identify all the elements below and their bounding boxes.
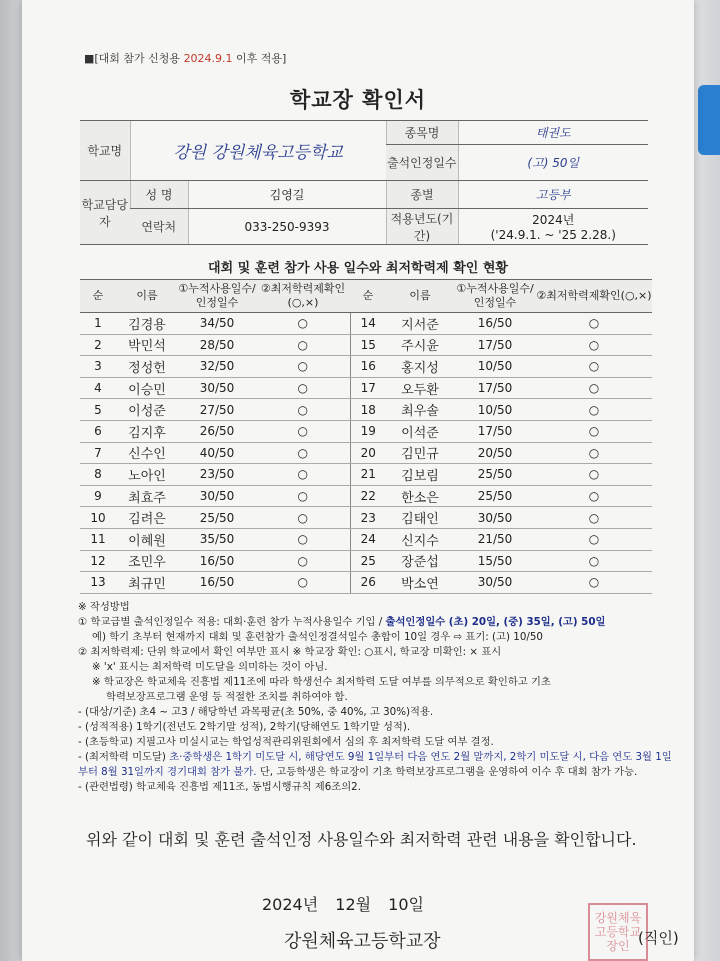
row-days: 26/50 bbox=[178, 420, 256, 442]
row-no: 26 bbox=[350, 572, 386, 594]
row-name: 김태인 bbox=[386, 507, 454, 529]
application-note: ■[대회 참가 신청용 2024.9.1 이후 적용] bbox=[84, 52, 287, 65]
row-days: 16/50 bbox=[178, 550, 256, 572]
note-4: ※ 학교장은 학교체육 진흥법 제11조에 따라 학생선수 최저학력 도달 여부를 의무적으로 확인하고 기초 bbox=[92, 676, 551, 688]
year-cell bbox=[458, 209, 648, 245]
row-check: ○ bbox=[536, 420, 652, 442]
row-name: 최규민 bbox=[116, 572, 178, 594]
row-check: ○ bbox=[256, 572, 350, 594]
table-row bbox=[80, 550, 652, 572]
days-value: (고) 50일 bbox=[458, 145, 648, 181]
row-check: ○ bbox=[536, 334, 652, 356]
row-name: 장준섭 bbox=[386, 550, 454, 572]
row-no: 17 bbox=[350, 377, 386, 399]
row-days: 35/50 bbox=[178, 528, 256, 550]
row-days: 30/50 bbox=[454, 572, 536, 594]
document-page bbox=[22, 0, 694, 961]
row-no: 3 bbox=[80, 356, 116, 378]
row-check: ○ bbox=[536, 507, 652, 529]
row-check: ○ bbox=[536, 399, 652, 421]
row-days: 34/50 bbox=[178, 313, 256, 335]
row-name: 김보림 bbox=[386, 464, 454, 486]
row-check: ○ bbox=[256, 464, 350, 486]
row-check: ○ bbox=[256, 334, 350, 356]
row-name: 신수인 bbox=[116, 442, 178, 464]
row-days: 10/50 bbox=[454, 356, 536, 378]
row-check: ○ bbox=[256, 442, 350, 464]
note-3: ※ 'x' 표시는 최저학력 미도달을 의미하는 것이 아님. bbox=[92, 661, 328, 673]
col-name: 이름 bbox=[386, 280, 454, 313]
row-name: 정성헌 bbox=[116, 356, 178, 378]
row-name: 지서준 bbox=[386, 313, 454, 335]
note-7: - (초등학교) 지필고사 미실시교는 학업성적관리위원회에서 심의 후 최저학력 도달 여부 결정. bbox=[78, 736, 494, 748]
row-check: ○ bbox=[256, 377, 350, 399]
row-no: 16 bbox=[350, 356, 386, 378]
confirmation-text: 위와 같이 대회 및 훈련 출석인정 사용일수와 최저학력 관련 내용을 확인합니다. bbox=[86, 830, 637, 849]
staff-label: 학교담당자 bbox=[80, 181, 130, 245]
row-days: 16/50 bbox=[454, 313, 536, 335]
note-4-cont: 학력보장프로그램 운영 등 적절한 조치를 취하여야 함. bbox=[106, 691, 348, 703]
row-name: 김지후 bbox=[116, 420, 178, 442]
type-label: 종별 bbox=[386, 181, 458, 209]
row-no: 13 bbox=[80, 572, 116, 594]
info-table bbox=[80, 120, 648, 245]
event-value: 태권도 bbox=[458, 121, 648, 145]
notes-heading: ※ 작성방법 bbox=[78, 601, 130, 613]
row-days: 21/50 bbox=[454, 528, 536, 550]
row-name: 한소은 bbox=[386, 485, 454, 507]
note-9: - (관련법령) 학교체육 진흥법 제11조, 동법시행규칙 제6조의2. bbox=[78, 781, 361, 793]
row-days: 25/50 bbox=[178, 507, 256, 529]
row-no: 11 bbox=[80, 528, 116, 550]
row-name: 최우솔 bbox=[386, 399, 454, 421]
table-row bbox=[80, 356, 652, 378]
row-name: 이석준 bbox=[386, 420, 454, 442]
row-name: 김려은 bbox=[116, 507, 178, 529]
contact-value: 033-250-9393 bbox=[188, 209, 386, 245]
blue-object bbox=[698, 85, 720, 155]
days-label: 출석인정일수 bbox=[386, 145, 458, 181]
list-subtitle: 대회 및 훈련 참가 사용 일수와 최저학력제 확인 현황 bbox=[208, 261, 508, 276]
principal-title: 강원체육고등학교장 bbox=[284, 931, 441, 952]
school-value: 강원 강원체육고등학교 bbox=[130, 121, 386, 181]
document-title: 학교장 확인서 bbox=[289, 88, 427, 112]
row-days: 25/50 bbox=[454, 485, 536, 507]
row-check: ○ bbox=[536, 356, 652, 378]
col-no: 순 bbox=[80, 280, 116, 313]
row-no: 2 bbox=[80, 334, 116, 356]
row-check: ○ bbox=[256, 356, 350, 378]
writing-instructions bbox=[78, 600, 678, 795]
note-1: ① 학교급별 출석인정일수 적용: 대회·훈련 참가 누적사용일수 기입 / 출석인정일수 (초) 20일, (중) 35일, (고) 50일 bbox=[78, 616, 606, 628]
table-row bbox=[80, 528, 652, 550]
row-check: ○ bbox=[536, 464, 652, 486]
col-check: ②최저학력제확인(○,×) bbox=[256, 280, 350, 313]
row-no: 1 bbox=[80, 313, 116, 335]
row-no: 24 bbox=[350, 528, 386, 550]
row-no: 15 bbox=[350, 334, 386, 356]
row-check: ○ bbox=[536, 485, 652, 507]
row-no: 23 bbox=[350, 507, 386, 529]
row-no: 25 bbox=[350, 550, 386, 572]
row-days: 32/50 bbox=[178, 356, 256, 378]
row-days: 20/50 bbox=[454, 442, 536, 464]
table-row bbox=[80, 377, 652, 399]
row-no: 7 bbox=[80, 442, 116, 464]
row-check: ○ bbox=[536, 528, 652, 550]
row-check: ○ bbox=[536, 442, 652, 464]
school-label: 학교명 bbox=[80, 121, 130, 181]
row-name: 이성준 bbox=[116, 399, 178, 421]
row-check: ○ bbox=[256, 550, 350, 572]
col-no: 순 bbox=[350, 280, 386, 313]
col-name: 이름 bbox=[116, 280, 178, 313]
row-no: 22 bbox=[350, 485, 386, 507]
note-8: - (최저학력 미도달) 초·중학생은 1학기 미도달 시, 해당연도 9월 1일부터 다음 연도 2월 말까지, 2학기 미도달 시, 다음 연도 3월 1일부터 8월 31일까지 경기대회 참가 불가. 단, 고등학생은 학교장이 기초 학력보장프로그램을 운영하여 이수 후 대회 참가 가능. bbox=[78, 751, 672, 778]
row-no: 12 bbox=[80, 550, 116, 572]
type-value: 고등부 bbox=[458, 181, 648, 209]
row-days: 16/50 bbox=[178, 572, 256, 594]
row-check: ○ bbox=[256, 399, 350, 421]
table-row bbox=[80, 464, 652, 486]
note-5: - (대상/기준) 초4 ~ 고3 / 해당학년 과목평균(초 50%, 중 40%, 고 30%)적용. bbox=[78, 706, 434, 718]
row-days: 17/50 bbox=[454, 334, 536, 356]
note-1-example: 예) 학기 초부터 현재까지 대회 및 훈련참가 출석인정결석일수 총합이 10일 경우 ⇨ 표기: (고) 10/50 bbox=[92, 631, 543, 643]
row-name: 주시윤 bbox=[386, 334, 454, 356]
row-no: 19 bbox=[350, 420, 386, 442]
row-name: 오두환 bbox=[386, 377, 454, 399]
row-name: 최효주 bbox=[116, 485, 178, 507]
row-check: ○ bbox=[536, 377, 652, 399]
row-no: 21 bbox=[350, 464, 386, 486]
col-days: ①누적사용일수/인정일수 bbox=[454, 280, 536, 313]
table-row bbox=[80, 313, 652, 335]
name-value: 김영길 bbox=[188, 181, 386, 209]
row-no: 14 bbox=[350, 313, 386, 335]
row-name: 노아인 bbox=[116, 464, 178, 486]
year-value: 2024년 bbox=[532, 213, 575, 227]
note-2: ② 최저학력제: 단위 학교에서 확인 여부만 표시 ※ 학교장 확인: ○표시, 학교장 미확인: × 표시 bbox=[78, 646, 502, 658]
row-no: 10 bbox=[80, 507, 116, 529]
row-days: 17/50 bbox=[454, 420, 536, 442]
row-check: ○ bbox=[256, 507, 350, 529]
row-name: 신지수 bbox=[386, 528, 454, 550]
row-no: 20 bbox=[350, 442, 386, 464]
row-days: 15/50 bbox=[454, 550, 536, 572]
row-days: 30/50 bbox=[454, 507, 536, 529]
official-seal: 강원체육고등학교장인 bbox=[588, 903, 648, 961]
row-check: ○ bbox=[536, 550, 652, 572]
row-check: ○ bbox=[256, 313, 350, 335]
student-table bbox=[80, 279, 652, 594]
row-name: 이승민 bbox=[116, 377, 178, 399]
row-name: 박소연 bbox=[386, 572, 454, 594]
row-days: 27/50 bbox=[178, 399, 256, 421]
row-no: 18 bbox=[350, 399, 386, 421]
row-days: 25/50 bbox=[454, 464, 536, 486]
row-check: ○ bbox=[256, 420, 350, 442]
period-value: ('24.9.1. ~ '25 2.28.) bbox=[490, 228, 616, 242]
event-label: 종목명 bbox=[386, 121, 458, 145]
row-check: ○ bbox=[256, 485, 350, 507]
row-days: 17/50 bbox=[454, 377, 536, 399]
contact-label: 연락처 bbox=[130, 209, 188, 245]
row-no: 4 bbox=[80, 377, 116, 399]
issue-date: 2024년 12월 10일 bbox=[262, 895, 424, 914]
table-row bbox=[80, 420, 652, 442]
name-label: 성 명 bbox=[130, 181, 188, 209]
row-no: 5 bbox=[80, 399, 116, 421]
row-name: 김민규 bbox=[386, 442, 454, 464]
row-name: 박민석 bbox=[116, 334, 178, 356]
row-name: 김경용 bbox=[116, 313, 178, 335]
row-no: 9 bbox=[80, 485, 116, 507]
table-row bbox=[80, 442, 652, 464]
row-days: 28/50 bbox=[178, 334, 256, 356]
row-name: 조민우 bbox=[116, 550, 178, 572]
row-days: 23/50 bbox=[178, 464, 256, 486]
col-check: ②최저학력제확인(○,×) bbox=[536, 280, 652, 313]
table-row bbox=[80, 399, 652, 421]
row-days: 10/50 bbox=[454, 399, 536, 421]
row-name: 이혜원 bbox=[116, 528, 178, 550]
row-no: 6 bbox=[80, 420, 116, 442]
row-check: ○ bbox=[536, 572, 652, 594]
row-check: ○ bbox=[256, 528, 350, 550]
row-check: ○ bbox=[536, 313, 652, 335]
row-name: 홍지성 bbox=[386, 356, 454, 378]
col-days: ①누적사용일수/인정일수 bbox=[178, 280, 256, 313]
table-row bbox=[80, 572, 652, 594]
seal-label: (직인) bbox=[638, 929, 679, 947]
note-6: - (성적적용) 1학기(전년도 2학기말 성적), 2학기(당해연도 1학기말 성적). bbox=[78, 721, 411, 733]
table-row bbox=[80, 485, 652, 507]
table-row bbox=[80, 507, 652, 529]
row-days: 40/50 bbox=[178, 442, 256, 464]
row-no: 8 bbox=[80, 464, 116, 486]
row-days: 30/50 bbox=[178, 485, 256, 507]
table-row bbox=[80, 334, 652, 356]
year-label: 적용년도(기간) bbox=[386, 209, 458, 245]
row-days: 30/50 bbox=[178, 377, 256, 399]
